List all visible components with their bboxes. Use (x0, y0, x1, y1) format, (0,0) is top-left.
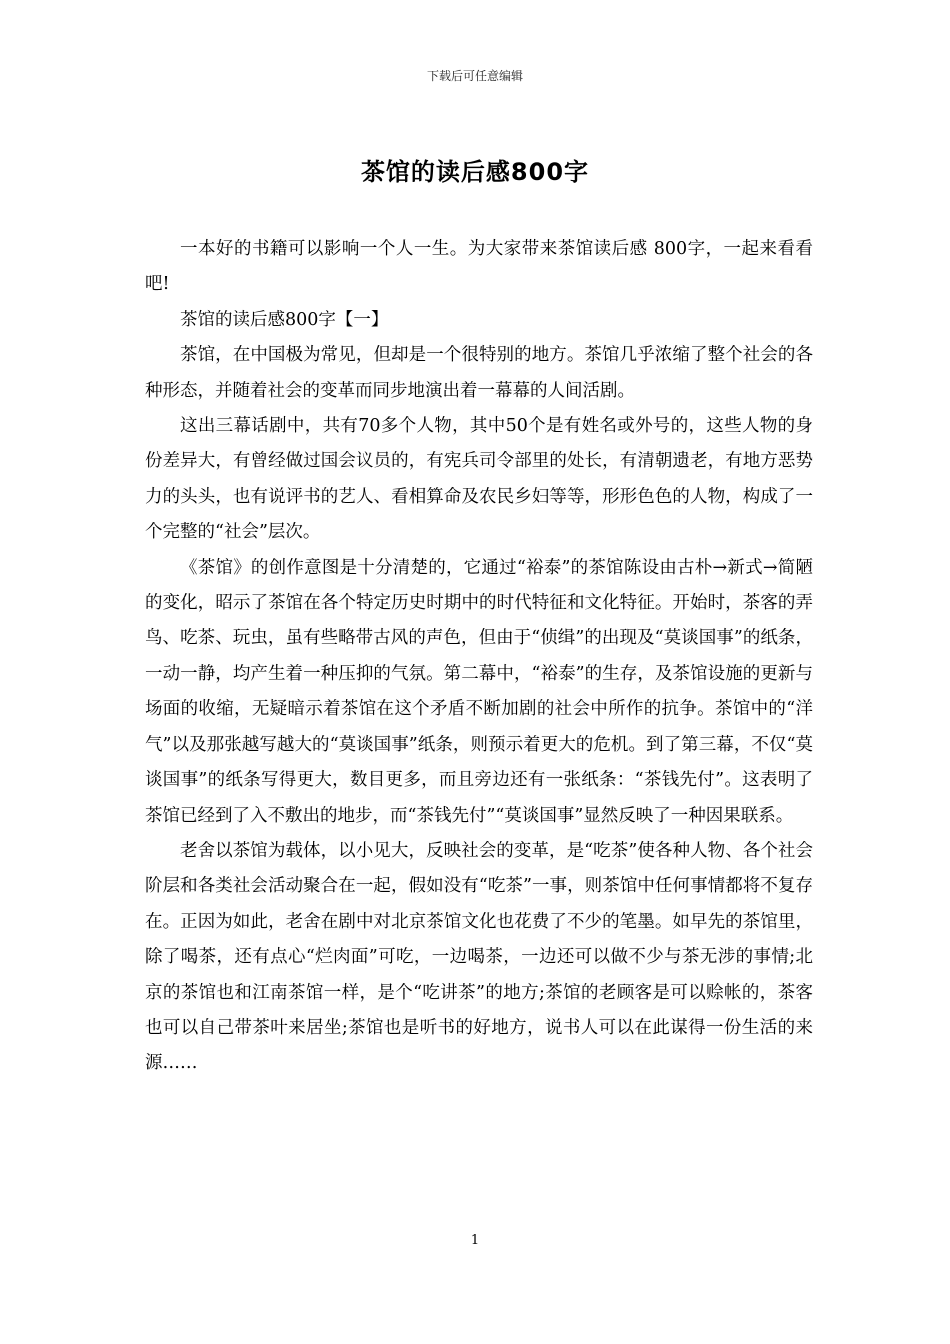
paragraph: 茶馆，在中国极为常见，但却是一个很特别的地方。茶馆几乎浓缩了整个社会的各种形态，并随着社会的变革而同步地演出着一幕幕的人间活剧。 (145, 345, 813, 401)
page-number: 1 (470, 1233, 480, 1248)
paragraph-intro: 一本好的书籍可以影响一个人一生。为大家带来茶馆读后感 800字，一起来看看吧! (145, 239, 813, 295)
section-heading: 茶馆的读后感800字【一】 (180, 309, 389, 330)
paragraph: 《茶馆》的创作意图是十分清楚的，它通过“裕泰”的茶馆陈设由古朴→新式→简陋的变化，昭示了茶馆在各个特定历史时期中的时代特征和文化特征。开始时，茶客的弄鸟、吃茶、玩虫，虽有些略带古风的声色，但由于“侦缉”的出现及“莫谈国事”的纸条，一动一静，均产生着一种压抑的气氛。第二幕中，“裕泰”的生存，及茶馆设施的更新与场面的收缩，无疑暗示着茶馆在这个矛盾不断加剧的社会中所作的抗争。茶馆中的“洋气”以及那张越写越大的“莫谈国事”纸条，则预示着更大的危机。到了第三幕，不仅“莫谈国事”的纸条写得更大，数目更多，而且旁边还有一张纸条：“茶钱先付”。这表明了茶馆已经到了入不敷出的地步，而“茶钱先付”“莫谈国事”显然反映了一种因果联系。 (145, 557, 813, 826)
document-title: 茶馆的读后感800字 (360, 158, 590, 186)
paragraph: 这出三幕话剧中，共有70多个人物，其中50个是有姓名或外号的，这些人物的身份差异大，有曾经做过国会议员的，有宪兵司令部里的处长，有清朝遗老，有地方恶势力的头头，也有说评书的艺人、看相算命及农民乡妇等等，形形色色的人物，构成了一个完整的“社会”层次。 (145, 416, 813, 543)
document-body (145, 232, 813, 1082)
paragraph: 老舍以茶馆为载体，以小见大，反映社会的变革，是“吃茶”使各种人物、各个社会阶层和各类社会活动聚合在一起，假如没有“吃茶”一事，则茶馆中任何事情都将不复存在。正因为如此，老舍在剧中对北京茶馆文化也花费了不少的笔墨。如早先的茶馆里，除了喝茶，还有点心“烂肉面”可吃，一边喝茶，一边还可以做不少与茶无涉的事情;北京的茶馆也和江南茶馆一样，是个“吃讲茶”的地方;茶馆的老顾客是可以赊帐的，茶客也可以自己带茶叶来居坐;茶馆也是听书的好地方，说书人可以在此谋得一份生活的来源…… (145, 840, 813, 1074)
header-note: 下载后可任意编辑 (426, 69, 523, 83)
